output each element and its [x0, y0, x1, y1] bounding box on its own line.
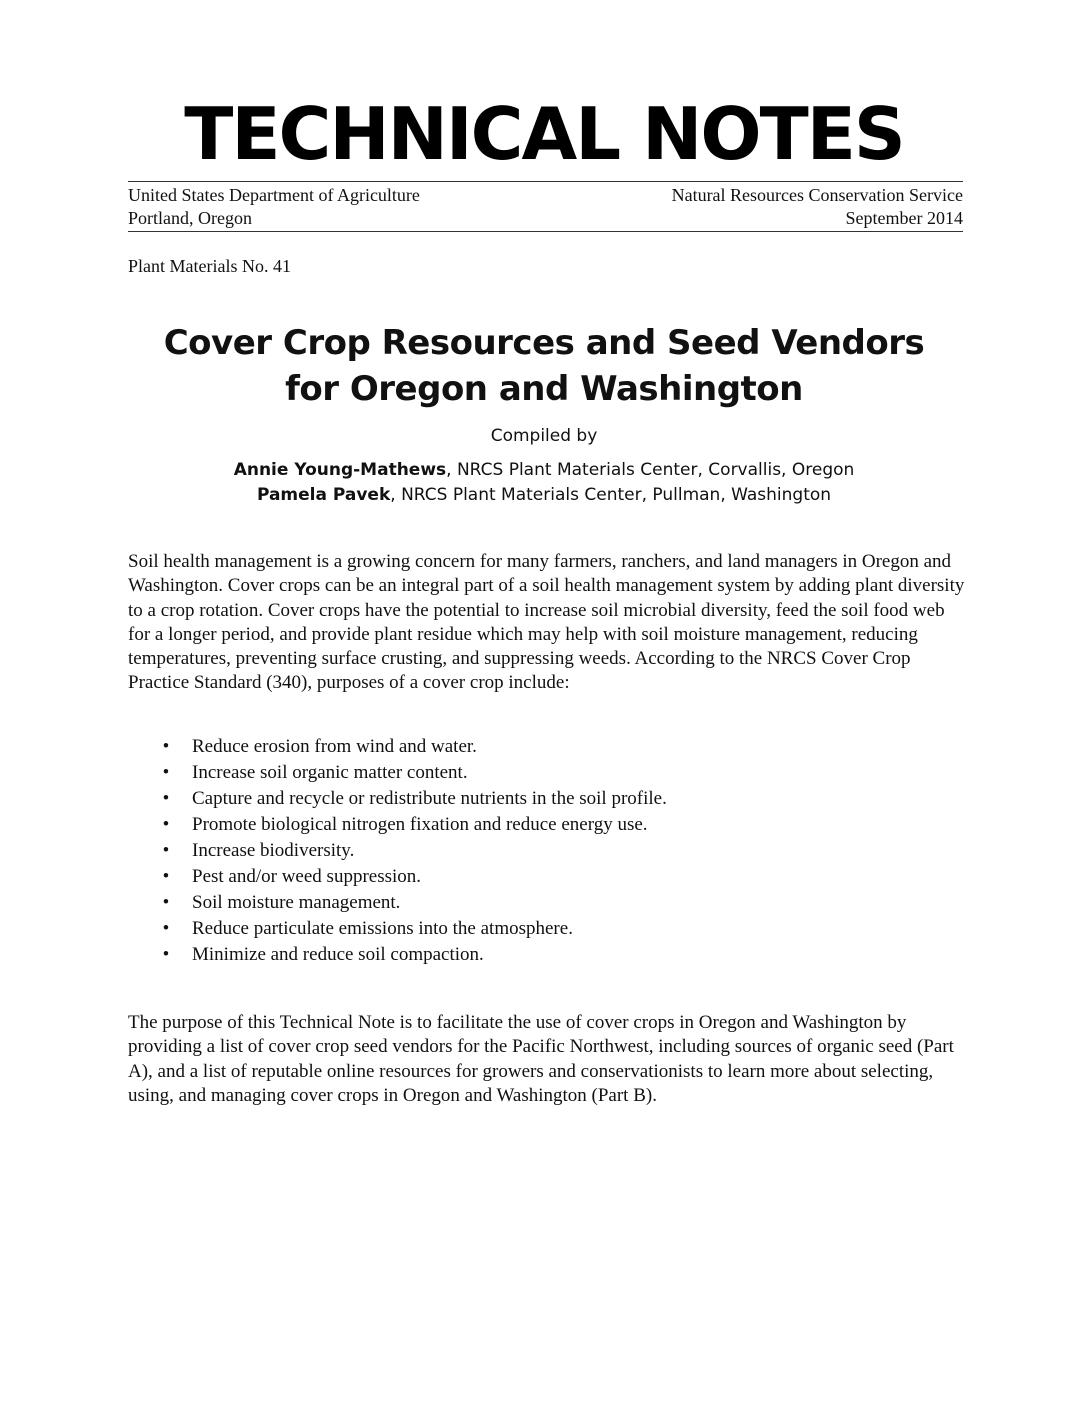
title-line-2: for Oregon and Washington [285, 369, 803, 409]
purpose-paragraph: The purpose of this Technical Note is to facilitate the use of cover crops in Oregon and Washington by providing a list of cover crop seed vendors for the Pacific Northwest, including sources of organic seed (Part A), and a list of reputable online resources for growers and conservationists to learn more about selecting, using, and managing cover crops in Oregon and Washington (Part B). [128, 1012, 954, 1106]
list-item-text: Capture and recycle or redistribute nutrients in the soil profile. [192, 788, 667, 809]
author-name: Annie Young-Mathews [233, 460, 447, 480]
bullet-icon: • [162, 762, 170, 783]
list-item [160, 890, 667, 916]
bullet-icon: • [162, 866, 170, 887]
list-item [160, 942, 667, 968]
agency-right: Natural Resources Conservation Service [671, 185, 963, 205]
list-item [160, 916, 667, 942]
list-item [160, 812, 667, 838]
author-affiliation: , NRCS Plant Materials Center, Corvallis, Oregon [446, 460, 855, 480]
list-item [160, 760, 667, 786]
list-item-text: Minimize and reduce soil compaction. [192, 944, 484, 965]
author-line [0, 458, 1088, 482]
list-item-text: Increase soil organic matter content. [192, 762, 468, 783]
author-affiliation: , NRCS Plant Materials Center, Pullman, Washington [390, 485, 832, 505]
location: Portland, Oregon [128, 208, 252, 228]
list-item [160, 838, 667, 864]
bullet-icon: • [162, 788, 170, 809]
compiled-by: Compiled by [490, 426, 598, 446]
bullet-icon: • [162, 814, 170, 835]
header-rule-bottom [128, 231, 963, 232]
list-item-text: Pest and/or weed suppression. [192, 866, 422, 887]
list-item [160, 734, 667, 760]
bullet-icon: • [162, 892, 170, 913]
list-item [160, 864, 667, 890]
list-item [160, 786, 667, 812]
header-rule-top [128, 181, 963, 182]
masthead-title: TECHNICAL NOTES [184, 92, 904, 176]
author-line [0, 483, 1088, 507]
publication-date: September 2014 [845, 208, 963, 228]
bullet-icon: • [162, 944, 170, 965]
series-number: Plant Materials No. 41 [128, 256, 291, 276]
list-item-text: Reduce particulate emissions into the atmosphere. [192, 918, 573, 939]
intro-paragraph: Soil health management is a growing concern for many farmers, ranchers, and land managers in Oregon and Washington. Cover crops can be an integral part of a soil health management system by adding plant diversity to a crop rotation. Cover crops have the potential to increase soil microbial diversity, feed the soil food web for a longer period, and provide plant residue which may help with soil moisture management, reducing temperatures, preventing surface crusting, and suppressing weeds. According to the NRCS Cover Crop Practice Standard (340), purposes of a cover crop include: [128, 551, 965, 694]
list-item-text: Reduce erosion from wind and water. [192, 736, 477, 757]
bullet-icon: • [162, 840, 170, 861]
document-title [0, 320, 1088, 412]
purposes-list [160, 734, 667, 968]
bullet-icon: • [162, 736, 170, 757]
agency-left: United States Department of Agriculture [128, 185, 420, 205]
list-item-text: Promote biological nitrogen fixation and reduce energy use. [192, 814, 648, 835]
bullet-icon: • [162, 918, 170, 939]
list-item-text: Soil moisture management. [192, 892, 401, 913]
author-name: Pamela Pavek [256, 485, 391, 505]
title-line-1: Cover Crop Resources and Seed Vendors [163, 323, 925, 363]
list-item-text: Increase biodiversity. [192, 840, 355, 861]
